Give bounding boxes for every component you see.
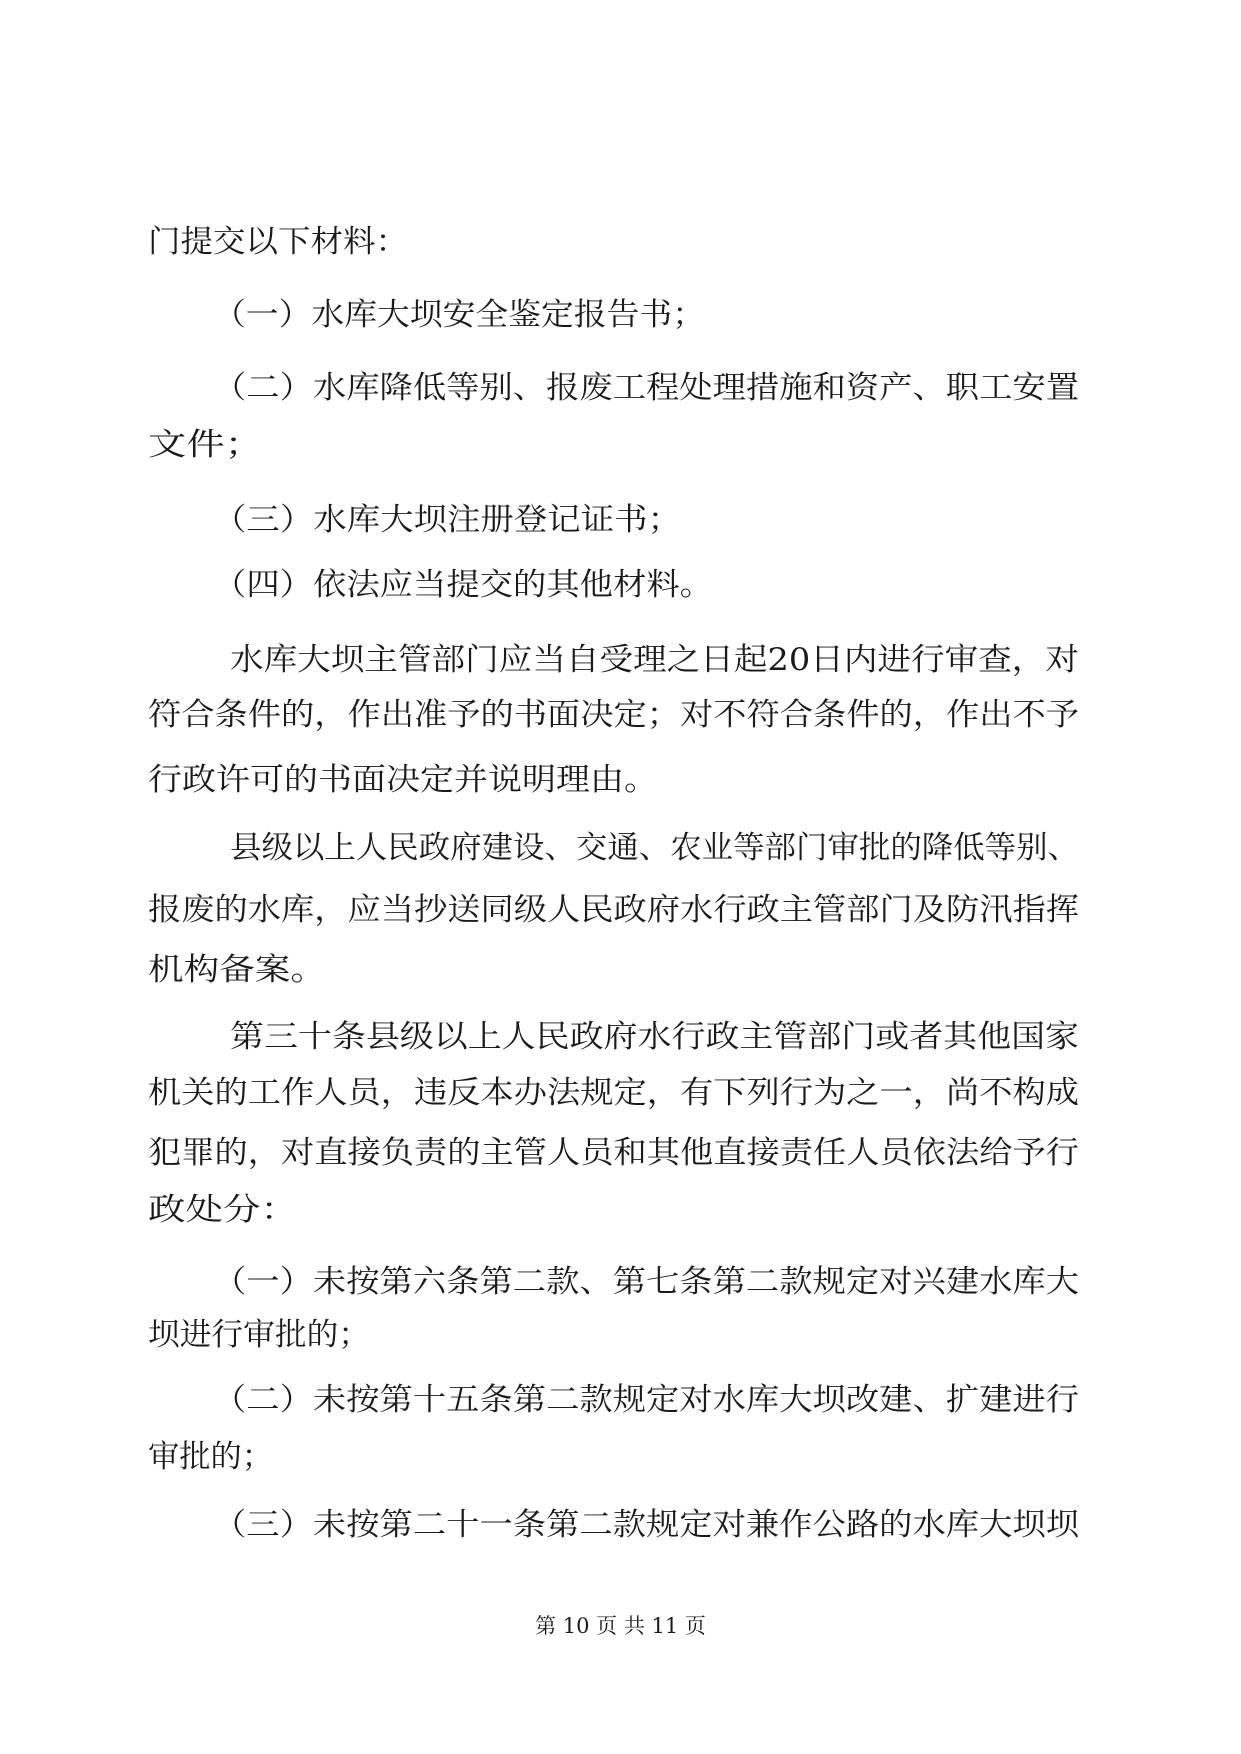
text-line-14 xyxy=(0,1073,1241,1113)
text-line-4-text: 文件； xyxy=(148,427,263,463)
text-line-3-text: （二）水库降低等别、报废工程处理措施和资产、职工安置 xyxy=(213,370,1079,406)
text-line-20-text: 审批的； xyxy=(148,1439,273,1475)
text-line-2 xyxy=(0,295,1241,335)
text-line-16 xyxy=(0,1190,1241,1230)
text-line-10-text: 县级以上人民政府建设、交通、农业等部门审批的降低等别、 xyxy=(230,830,1079,866)
text-line-7 xyxy=(0,640,1241,680)
text-line-14-text: 机关的工作人员，违反本办法规定，有下列行为之一，尚不构成 xyxy=(148,1075,1079,1111)
text-line-17-text: （一）未按第六条第二款、第七条第二款规定对兴建水库大 xyxy=(213,1264,1079,1300)
text-line-17 xyxy=(0,1262,1241,1302)
text-line-10 xyxy=(0,828,1241,868)
text-line-6 xyxy=(0,565,1241,605)
text-line-1 xyxy=(0,222,1241,262)
text-line-13-text: 第三十条县级以上人民政府水行政主管部门或者其他国家 xyxy=(230,1019,1079,1055)
text-line-15-text: 犯罪的，对直接负责的主管人员和其他直接责任人员依法给予行 xyxy=(148,1135,1079,1171)
text-line-1-text: 门提交以下材料： xyxy=(148,224,408,260)
text-line-5-text: （三）水库大坝注册登记证书； xyxy=(213,502,681,538)
text-line-6-text: （四）依法应当提交的其他材料。 xyxy=(213,567,713,603)
text-line-15 xyxy=(0,1133,1241,1173)
text-line-19-text: （二）未按第十五条第二款规定对水库大坝改建、扩建进行 xyxy=(213,1382,1079,1418)
text-line-12-text: 机构备案。 xyxy=(148,952,326,988)
text-line-19 xyxy=(0,1380,1241,1420)
text-line-7-text: 水库大坝主管部门应当自受理之日起20日内进行审查，对 xyxy=(230,642,1079,678)
text-line-11 xyxy=(0,890,1241,930)
text-line-21 xyxy=(0,1505,1241,1545)
text-line-9-text: 行政许可的书面决定并说明理由。 xyxy=(148,762,658,798)
text-line-13 xyxy=(0,1017,1241,1057)
text-line-11-text: 报废的水库，应当抄送同级人民政府水行政主管部门及防汛指挥 xyxy=(148,892,1079,928)
text-line-5 xyxy=(0,500,1241,540)
text-line-16-text: 政处分： xyxy=(148,1192,298,1228)
text-line-2-text: （一）水库大坝安全鉴定报告书； xyxy=(213,297,705,333)
text-line-4 xyxy=(0,425,1241,465)
text-line-8-text: 符合条件的，作出准予的书面决定；对不符合条件的，作出不予 xyxy=(148,697,1079,733)
text-line-9 xyxy=(0,760,1241,800)
text-line-18-text: 坝进行审批的； xyxy=(148,1317,370,1353)
text-line-21-text: （三）未按第二十一条第二款规定对兼作公路的水库大坝坝 xyxy=(213,1507,1079,1543)
text-line-18 xyxy=(0,1315,1241,1355)
text-line-12 xyxy=(0,950,1241,990)
page-number-footer: 第 10 页 共 11 页 xyxy=(535,1614,706,1638)
text-line-20 xyxy=(0,1437,1241,1477)
text-line-8 xyxy=(0,695,1241,735)
text-line-3 xyxy=(0,368,1241,408)
